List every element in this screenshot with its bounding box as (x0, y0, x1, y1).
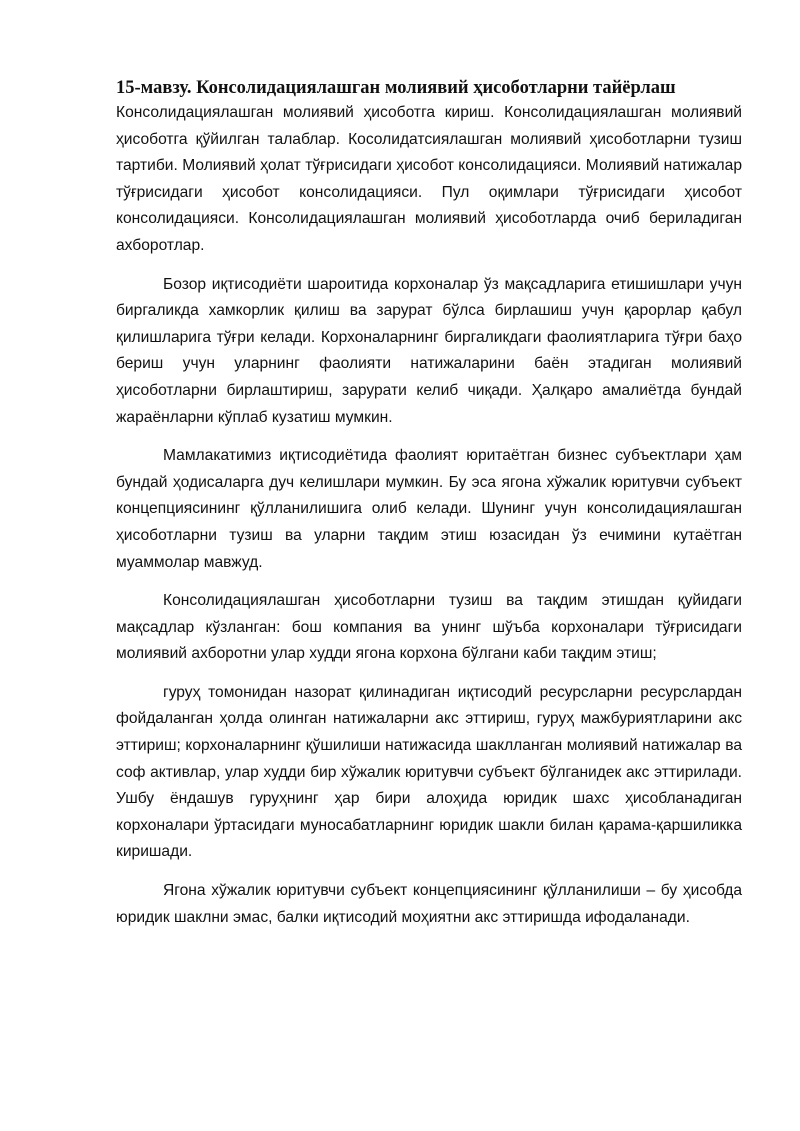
intro-paragraph: Консолидациялашган молиявий ҳисоботга кириш. Консолидациялашган молиявий ҳисоботга қўйилган талаблар. Косолидатсиялашган молиявий ҳисоботларни тузиш тартиби. Молиявий ҳолат тўғрисидаги ҳисобот консолидацияси. Молиявий натижалар тўғрисидаги ҳисобот консолидацияси. Пул оқимлари тўғрисидаги ҳисобот консолидацияси. Консолидациялашган молиявий ҳисоботларда очиб бериладиган ахборотлар. (116, 104, 742, 254)
body-paragraph: гуруҳ томонидан назорат қилинадиган иқтисодий ресурсларни ресурслардан фойдаланган ҳолда олинган натижаларни акс эттириш, гуруҳ мажбуриятларини акс эттириш; корхоналарнинг қўшилиши натижасида шаклланган молиявий натижалар ва соф активлар, улар худди бир хўжалик юритувчи субъект бўлганидек акс эттирилади. Ушбу ёндашув гуруҳнинг ҳар бири алоҳида юридик шахс ҳисобланадиган корхоналари ўртасидаги муносабатларнинг юридик шакли билан қарама-қаршиликка киришади. (116, 683, 742, 861)
body-paragraph: Ягона хўжалик юритувчи субъект концепциясининг қўлланилиши – бу ҳисобда юридик шаклни эмас, балки иқтисодий моҳиятни акс эттиришда ифодаланади. (116, 882, 742, 926)
body-paragraph: Консолидациялашган ҳисоботларни тузиш ва тақдим этишдан қуйидаги мақсадлар кўзланган: бош компания ва унинг шўъба корхоналари тўғрисидаги молиявий ахборотни улар худди ягона корхона бўлгани каби тақдим этиш; (116, 592, 742, 663)
document-page (116, 76, 742, 943)
document-title: 15-мавзу. Консолидациялашган молиявий ҳисоботларни тайёрлаш (116, 78, 676, 98)
body-paragraph: Бозор иқтисодиёти шароитида корхоналар ўз мақсадларига етишишлари учун биргаликда хамкорлик қилиш ва зарурат бўлса бирлашиш учун қарорлар қабул қилишларига тўғри келади. Корхоналарнинг биргаликдаги фаолиятларига тўғри баҳо бериш учун уларнинг фаолияти натижаларини баён этадиган молиявий ҳисоботларни бирлаштириш, зарурати келиб чиқади. Ҳалқаро амалиётда бундай жараёнларни кўплаб кузатиш мумкин. (116, 275, 742, 426)
body-paragraph: Мамлакатимиз иқтисодиётида фаолият юритаётган бизнес субъектлари ҳам бундай ҳодисаларга дуч келишлари мумкин. Бу эса ягона хўжалик юритувчи субъект концепциясининг қўлланилишига олиб келади. Шунинг учун консолидациялашган ҳисоботларни тузиш ва уларни тақдим этиш юзасидан ўз ечимини кутаётган муаммолар мавжуд. (116, 447, 742, 571)
